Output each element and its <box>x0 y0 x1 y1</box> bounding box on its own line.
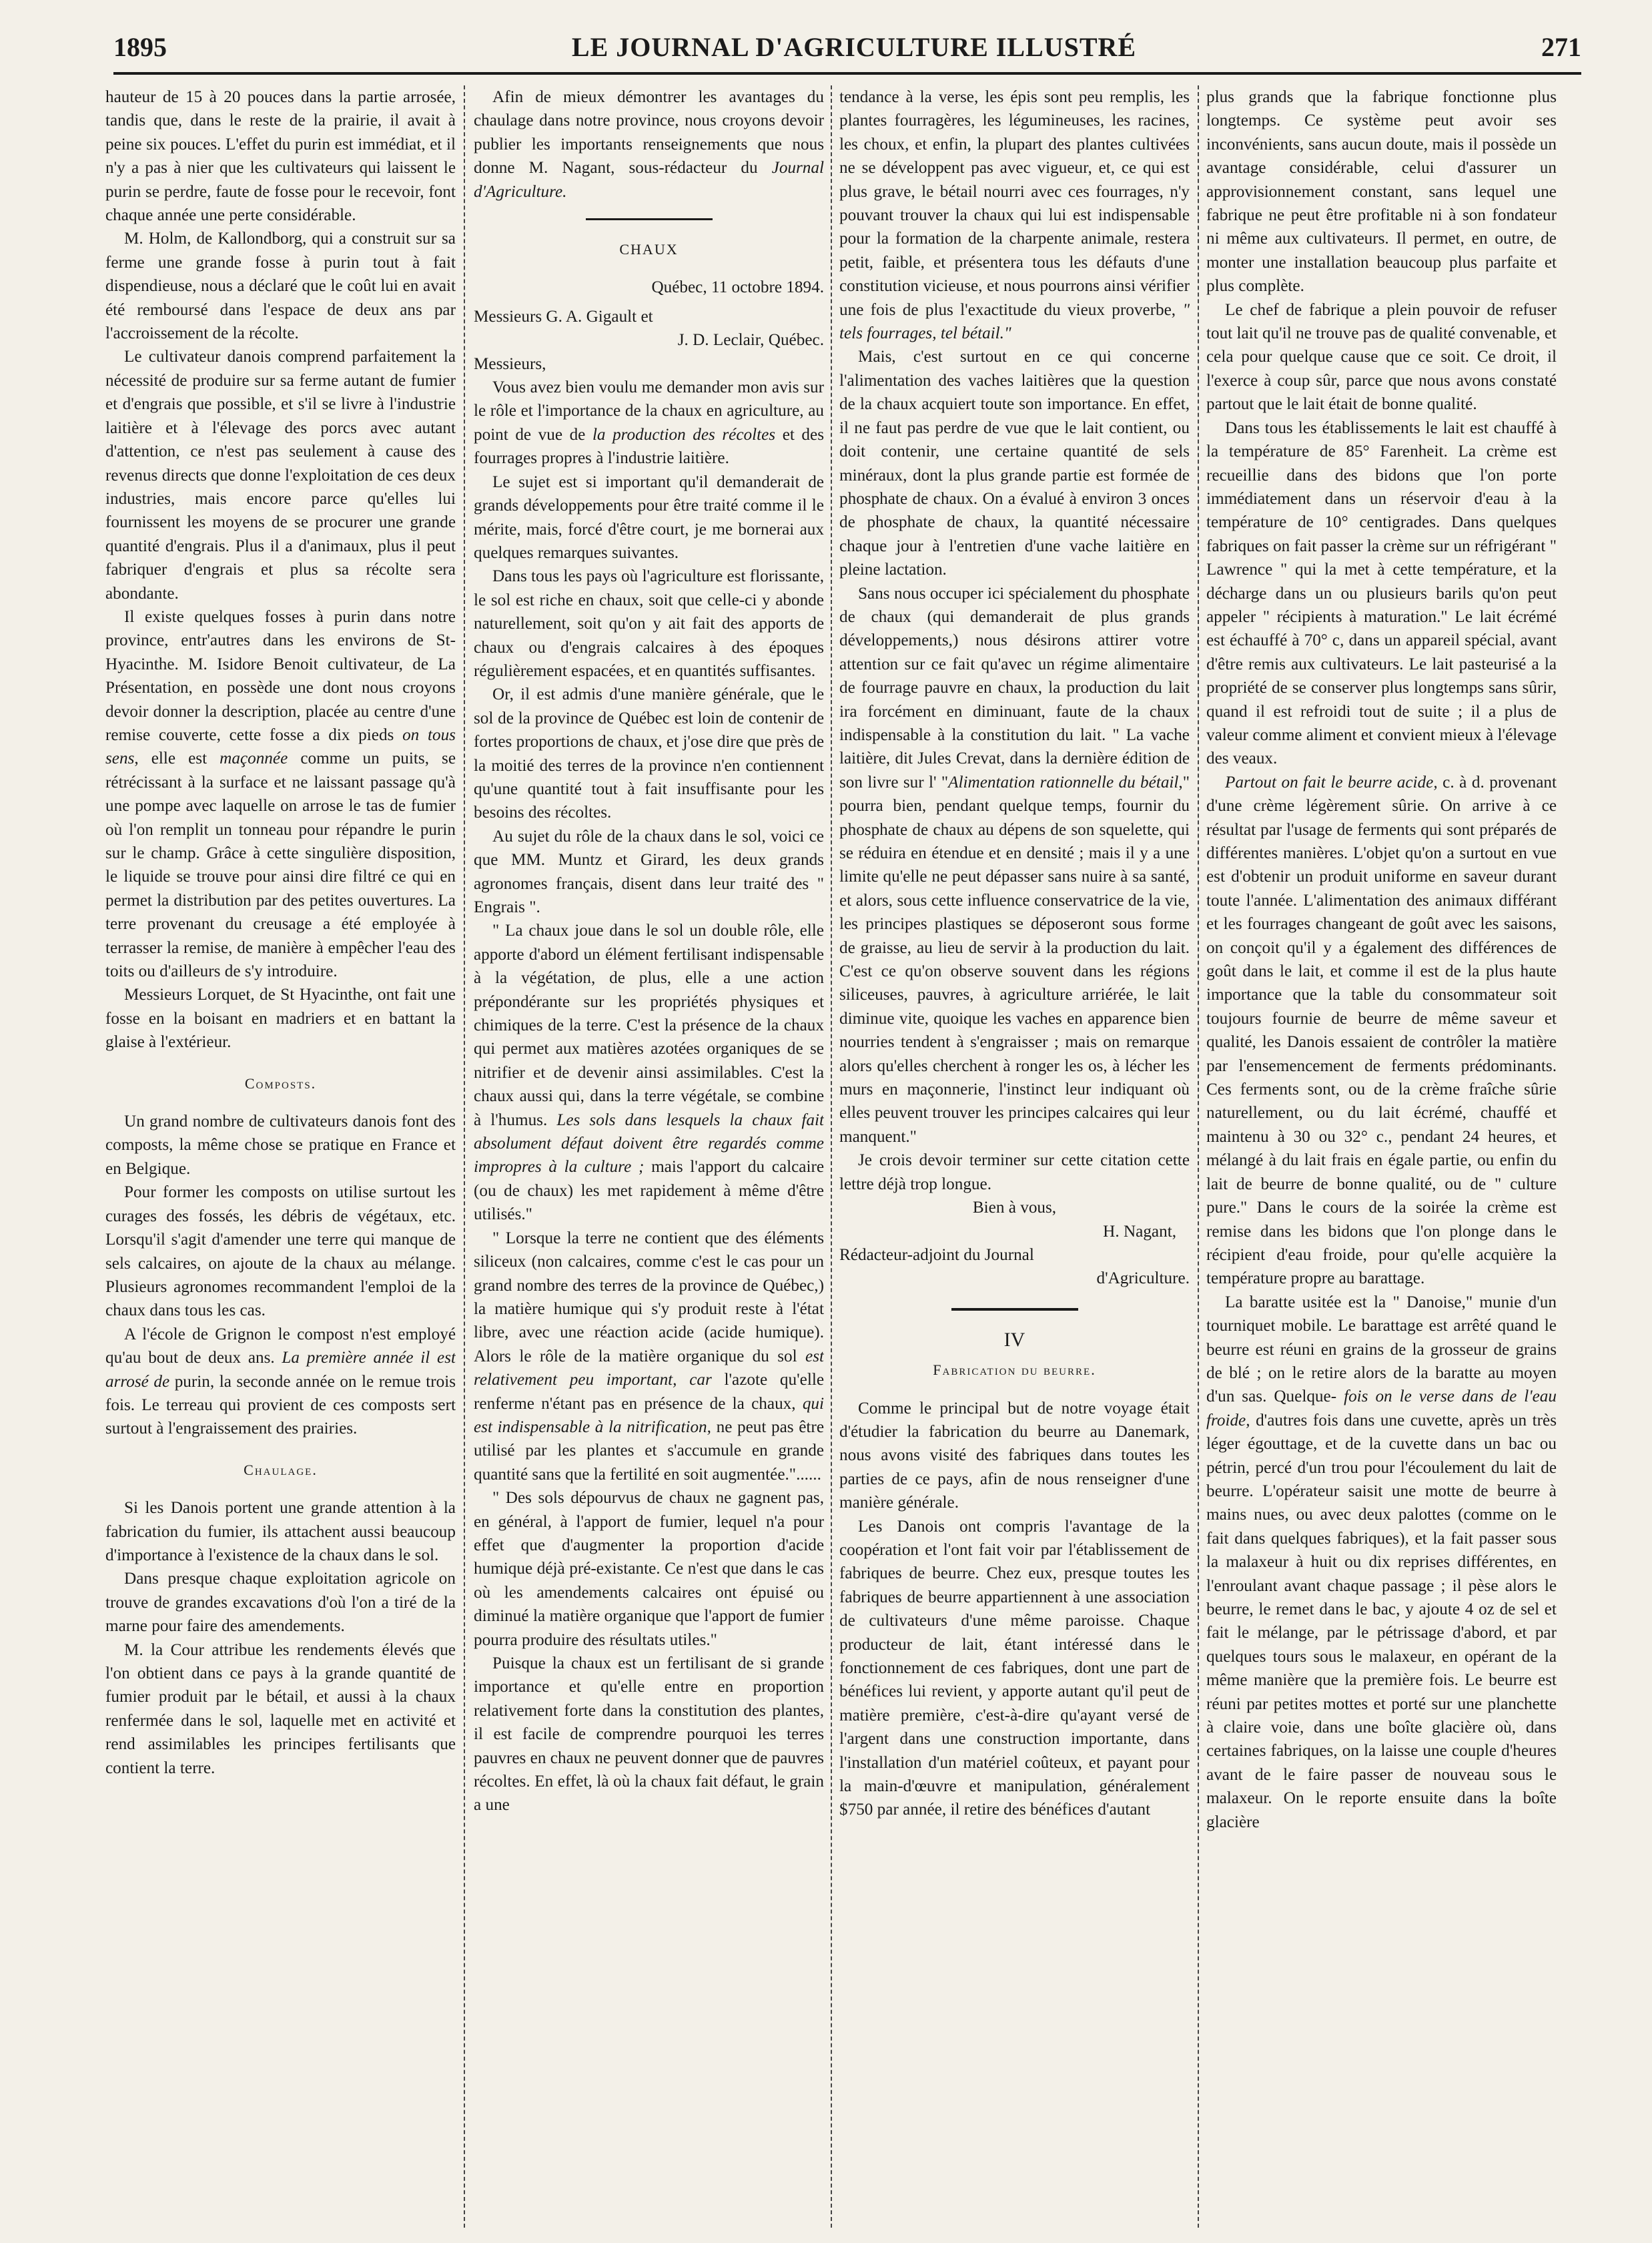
section-heading-fabrication: Fabrication du beurre. <box>933 1361 1096 1379</box>
journal-title: LE JOURNAL D'AGRICULTURE ILLUSTRÉ <box>571 32 1137 62</box>
letter-dateline: Québec, 11 octobre 1894. <box>651 278 824 297</box>
section-number: IV <box>1003 1328 1025 1351</box>
letter-signature: H. Nagant, <box>1103 1222 1176 1241</box>
paragraph: Le sujet est si important qu'il demanderait de grands développements pour être traité comme il le mérite, mais, forcé d'être court, je me bornerai aux quelques remarques suivantes. <box>474 472 824 562</box>
paragraph: Il existe quelques fosses à purin dans notre province, entr'autres dans les environs de St-Hyacinthe. M. Isidore Benoit cultivateur, de La Présentation, en possède une dont nous croyons devoir donner la description, placée au centre d'une remise couverte, cette fosse a dix pieds on tous sens, elle est maçonnée comme un puits, se rétrécissant à la surface et ne laissant passage qu'à une pompe avec laquelle on arrose le tas de fumier où l'on remplit un tonneau pour répandre le purin sur le champ. Grâce à cette singulière disposition, le liquide se trouve pour ainsi dire filtré ce qui en permet la distribution par des petites ouvertures. La terre provenant du creusage a été employée à terrasser la remise, de manière à empêcher l'eau des toits ou d'ailleurs de s'y introduire. <box>105 607 456 981</box>
paragraph: Afin de mieux démontrer les avantages du chaulage dans notre province, nous croyons devoir publier les importants renseignements que nous donne M. Nagant, sous-rédacteur du Journal d'Agriculture. <box>474 88 824 201</box>
paragraph: Au sujet du rôle de la chaux dans le sol, voici ce que MM. Muntz et Girard, les deux grands agronomes français, disent dans leur traité des " Engrais ". <box>474 827 824 916</box>
section-heading-chaux: CHAUX <box>619 241 679 258</box>
paragraph: Pour former les composts on utilise surtout les curages des fossés, les débris de végétaux, etc. Lorsqu'il s'agit d'amender une terre qui manque de sels calcaires, on ajoute de la chaux au mélange. Plusieurs agronomes recommandent l'emploi de la chaux dans tous les cas. <box>105 1183 456 1320</box>
column-1 <box>105 85 456 2228</box>
column-3 <box>839 85 1190 2228</box>
paragraph: " Des sols dépourvus de chaux ne gagnent pas, en général, à l'apport de fumier, lequel n'a pour effet que d'augmenter la proportion d'acide humique déjà pré-existante. Ce n'est que dans le cas où les amendements calcaires ont épuisé ou diminué la matière organique que l'apport de fumier pourra produire des résultats utiles." <box>474 1489 824 1649</box>
column-divider <box>464 85 465 2228</box>
letter-address: J. D. Leclair, Québec. <box>677 331 824 350</box>
letter-closing: Bien à vous, <box>972 1199 1057 1217</box>
page-number: 271 <box>1541 32 1581 62</box>
paragraph: Comme le principal but de notre voyage était d'étudier la fabrication du beurre au Danemark, nous avons visité des fabriques dans toutes les parties de ce pays, afin de nous renseigner d'une manière générale. <box>839 1399 1190 1512</box>
paragraph: Puisque la chaux est un fertilisant de si grande importance et qu'elle entre en proportion relativement forte dans la constitution des plantes, il est facile de comprendre pourquoi les terres pauvres en chaux ne peuvent donner que de pauvres récoltes. En effet, là où la chaux fait défaut, le grain a une <box>474 1654 824 1815</box>
header-rule <box>113 72 1581 75</box>
paragraph: Si les Danois portent une grande attention à la fabrication du fumier, ils attachent aussi beaucoup d'importance à l'existence de la chaux dans le sol. <box>105 1499 456 1564</box>
letter-address: Messieurs G. A. Gigault et <box>474 307 653 326</box>
paragraph: La baratte usitée est la " Danoise," munie d'un tourniquet mobile. Le barattage est arrêté quand le beurre est réuni en grains de la grosseur de grains de blé ; on le retire alors de la baratte au moyen d'un sas. Quelque- fois on le verse dans de l'eau froide, d'autres fois dans une cuvette, après un très léger égouttage, et de la cuvette dans un bac ou pétrin, percé d'un trou pour l'écoulement du lait de beurre. L'opérateur saisit une motte de beurre à mains nues, ou avec deux palottes (comme on le fait dans quelques fabriques), et la fait passer sous la malaxeur à huit ou dix reprises différentes, en l'enroulant avant chaque passage ; il pèse alors le beurre, le remet dans le bac, y ajoute 4 oz de sel et fait le mélange, par le pétrissage d'abord, et par quelques tours sous le malaxeur, en opérant de la même manière que la première fois. Le beurre est réuni par petites mottes et porté sur une planchette à claire voie, dans une boîte glacière où, dans certaines fabriques, on la laisse une couple d'heures avant de le faire passer de nouveau sous le malaxeur. On le reporte ensuite dans la boîte glacière <box>1206 1293 1557 1831</box>
paragraph: Dans tous les établissements le lait est chauffé à la température de 85° Farenheit. La crème est recueillie dans des bidons que l'on porte immédiatement dans un réservoir d'eau à la température de 10° centigrades. Dans quelques fabriques on fait passer la crème sur un réfrigérant " Lawrence " qui la met à cette température, et la décharge dans un ou plusieurs barils qu'on peut appeler " récipients à maturation." Le lait écrémé est échauffé à 70° c, dans un appareil spécial, avant d'être remis aux cultivateurs. Le lait pasteurisé a la propriété de se conserver plus longtemps sans sûrir, quand il est refroidi tout de suite ; il a plus de valeur comme aliment et convient mieux à l'élevage des veaux. <box>1206 418 1557 768</box>
column-2 <box>474 85 824 2228</box>
signature-title: Rédacteur-adjoint du Journal <box>839 1245 1034 1264</box>
section-heading-chaulage: Chaulage. <box>244 1461 318 1478</box>
paragraph: M. la Cour attribue les rendements élevés que l'on obtient dans ce pays à la grande quantité de fumier produit par le bétail, et aussi à la chaux renfermée dans le sol, laquelle met en activité et rend assimilables les principes fertilisants que contient la terre. <box>105 1640 456 1777</box>
paragraph: Messieurs Lorquet, de St Hyacinthe, ont fait une fosse en la boisant en madriers et en battant la glaise à l'extérieur. <box>105 986 456 1052</box>
page-header <box>113 25 1581 63</box>
paragraph: " Lorsque la terre ne contient que des éléments siliceux (non calcaires, comme c'est le cas pour un grand nombre des terres de la province de Québec,) la matière humique qui s'y produit reste à l'état libre, avec une réaction acide (acide humique). Alors le rôle de la matière organique du sol est relativement peu important, car l'azote qu'elle renferme n'étant pas en présence de la chaux, qui est indispensable à la nitrification, ne peut pas être utilisé par les plantes et s'accumule en grande quantité sans que la fertilité en soit augmentée."...... <box>474 1229 824 1484</box>
paragraph: Le chef de fabrique a plein pouvoir de refuser tout lait qu'il ne trouve pas de qualité convenable, et cela pour quelque cause que ce soit. Ce droit, il l'exerce à coup sûr, parce que nous avons constaté partout que le lait était de bonne qualité. <box>1206 300 1557 414</box>
paragraph: Sans nous occuper ici spécialement du phosphate de chaux (qui demanderait de plus grands développements,) nous désirons attirer votre attention sur ce fait qu'avec un régime alimentaire de fourrage pauvre en chaux, la production du lait ira forcément en diminuant, faute de la chaux indispensable à la constitution du lait. " La vache laitière, dit Jules Crevat, dans la dernière édition de son livre sur l' "Alimentation rationnelle du bétail," pourra bien, pendant quelque temps, fournir du phosphate de chaux au dépens de son squelette, qui se réduira en étendue et en densité ; mais il y a une limite qu'elle ne peut dépasser sans nuire à sa santé, et alors, sous cette influence conservatrice de la vie, les principes plastiques se déposeront sous forme de graisse, au lieu de servir à la production du lait. C'est ce qu'on observe souvent dans les régions siliceuses, pauvres, à agriculture arriérée, le lait diminue vite, quoique les vaches en apparence bien nourries tendent à s'engraisser ; mais on remarque alors qu'elles cherchent à ronger les os, à lécher les murs en maçonnerie, l'instinct leur indiquant où elles peuvent trouver les principes calcaires qui leur manquent." <box>839 584 1190 1146</box>
separator-rule <box>951 1308 1078 1311</box>
paragraph: hauteur de 15 à 20 pouces dans la partie arrosée, tandis que, dans le reste de la prairie, il avait à peine six pouces. L'effet du purin est immédiat, et il n'y a pas à nier que les cultivateurs qui laissent le purin se perdre, faute de fosse pour le recevoir, font chaque année une perte considérable. <box>105 88 456 225</box>
paragraph: Je crois devoir terminer sur cette citation cette lettre déjà trop longue. <box>839 1151 1190 1193</box>
paragraph: Or, il est admis d'une manière générale, que le sol de la province de Québec est loin de contenir de fortes proportions de chaux, et j'ose dire que près de la moitié des terres de la province n'en contiennent qu'une quantité tout à fait insuffisante pour les besoins des récoltes. <box>474 685 824 822</box>
paragraph: Partout on fait le beurre acide, c. à d. provenant d'une crème légèrement sûrie. On arrive à ce résultat par l'usage de ferments qui sont préparés de différentes manières. L'objet qu'on a surtout en vue est d'obtenir un produit uniforme en saveur durant toute l'année. L'alimentation des animaux différant et les fourrages changeant de goût avec les saisons, on conçoit qu'il y a également des différences de goût dans le lait, et comme il est de la plus haute importance que la table du consommateur soit toujours fournie de beurre de même saveur et qualité, les Danois essaient de contrôler la matière par l'ensemencement de ferments prédominants. Ces ferments sont, ou de la crème fraîche sûrie naturellement, ou du lait écrémé, chauffé et maintenu à 30 ou 32° c., pendant 24 heures, et mélangé à du lait frais en égale partie, ou enfin du lait de beurre de bonne qualité, ou de " culture pure." Dans le cours de la soirée la crème est remise dans les bidons que l'on plonge dans le récipient d'eau froide, pour qu'elle acquière la température propre au barattage. <box>1206 773 1557 1288</box>
paragraph: " La chaux joue dans le sol un double rôle, elle apporte d'abord un élément fertilisant indispensable à la végétation, de plus, elle a une action prépondérante sur les propriétés physiques et chimiques de la terre. C'est la présence de la chaux qui permet aux matières azotées organiques de se nitrifier et de devenir ainsi assimilables. C'est la chaux aussi qui, dans la terre végétale, se combine à l'humus. Les sols dans lesquels la chaux fait absolument défaut doivent être regardés comme impropres à la culture ; mais l'apport du calcaire (ou de chaux) les met rapidement à même d'être utilisés." <box>474 922 824 1224</box>
column-4 <box>1206 85 1557 2228</box>
paragraph: Un grand nombre de cultivateurs danois font des composts, la même chose se pratique en France et en Belgique. <box>105 1112 456 1178</box>
paragraph: Vous avez bien voulu me demander mon avis sur le rôle et l'importance de la chaux en agriculture, au point de vue de la production des récoltes et des fourrages propres à l'industrie laitière. <box>474 378 824 468</box>
section-heading-composts: Composts. <box>244 1074 317 1092</box>
column-divider <box>831 85 832 2228</box>
signature-title: d'Agriculture. <box>1096 1269 1190 1288</box>
header-year: 1895 <box>113 32 167 62</box>
paragraph: M. Holm, de Kallondborg, qui a construit sur sa ferme une grande fosse à purin tout à fait dispendieuse, nous a déclaré que le coût lui en avait été remboursé dans l'espace de deux ans par l'accroissement de la récolte. <box>105 230 456 343</box>
letter-salutation: Messieurs, <box>474 354 546 373</box>
paragraph: Dans tous les pays où l'agriculture est florissante, le sol est riche en chaux, soit que celle-ci y abonde naturellement, soit qu'on y ait fait des apports de chaux ou d'engrais calcaires à des époques régulièrement espacées, et en quantités suffisantes. <box>474 567 824 680</box>
paragraph: Les Danois ont compris l'avantage de la coopération et l'ont fait voir par l'établissement de fabriques de beurre. Chez eux, presque toutes les fabriques de beurre appartiennent à une association de cultivateurs d'une même paroisse. Chaque producteur de lait, étant intéressé dans le fonctionnement de ces fabriques, dont une part de bénéfices lui revient, y apporte autant qu'il peut de matière première, c'est-à-dire qu'ayant versé de l'argent dans une construction importante, dans l'installation d'un matériel coûteux, et payant pour la main-d'œuvre et manipulation, généralement $750 par année, il retire des bénéfices d'autant <box>839 1517 1190 1819</box>
separator-rule <box>586 218 713 220</box>
paragraph: A l'école de Grignon le compost n'est employé qu'au bout de deux ans. La première année il est arrosé de purin, la seconde année on le remue trois fois. Le terreau qui provient de ces composts sert surtout à l'engraissement des prairies. <box>105 1325 456 1438</box>
column-divider <box>1198 85 1199 2228</box>
paragraph: tendance à la verse, les épis sont peu remplis, les plantes fourragères, les légumineuses, les racines, les choux, et enfin, la plupart des plantes cultivées ne se développent pas avec vigueur, et, ce qui est plus grave, le bétail nourri avec ces fourrages, n'y pouvant trouver la chaux qui lui est indispensable pour la formation de la charpente animale, restera petit, faible, et présentera tous les défauts d'une constitution vicieuse, et nous pourrons ainsi vérifier une fois de plus l'exactitude du vieux proverbe, " tels fourrages, tel bétail." <box>839 88 1190 343</box>
paragraph: Dans presque chaque exploitation agricole on trouve de grandes excavations d'où l'on a tiré de la marne pour faire des amendements. <box>105 1570 456 1636</box>
paragraph: Le cultivateur danois comprend parfaitement la nécessité de produire sur sa ferme autant de fumier et d'engrais que possible, et s'il se livre à l'industrie laitière et à l'élevage des porcs avec autant d'attention, ce n'est pas seulement à cause des revenus directs que donne l'exploitation de ces deux industries, mais encore parce qu'elles lui fournissent les moyens de se procurer une grande quantité d'engrais. Plus il a d'animaux, plus il peut fabriquer d'engrais et plus sa récolte sera abondante. <box>105 348 456 603</box>
paragraph: plus grands que la fabrique fonctionne plus longtemps. Ce système peut avoir ses inconvénients, sans aucun doute, mais il possède un avantage considérable, celui d'assurer un approvisionnement constant, sans lequel une fabrique ne peut être profitable ni à son fondateur ni même aux cultivateurs. Il permet, en outre, de monter une installation beaucoup plus parfaite et plus complète. <box>1206 88 1557 296</box>
paragraph: Mais, c'est surtout en ce qui concerne l'alimentation des vaches laitières que la question de la chaux acquiert toute son importance. En effet, il ne faut pas perdre de vue que le lait contient, ou doit contenir, une certaine quantité de sels minéraux, dont la plus grande partie est formée de phosphate de chaux. On a évalué à environ 3 onces de phosphate de chaux, la quantité nécessaire chaque jour à l'entretien d'une vache laitière en pleine lactation. <box>839 348 1190 579</box>
